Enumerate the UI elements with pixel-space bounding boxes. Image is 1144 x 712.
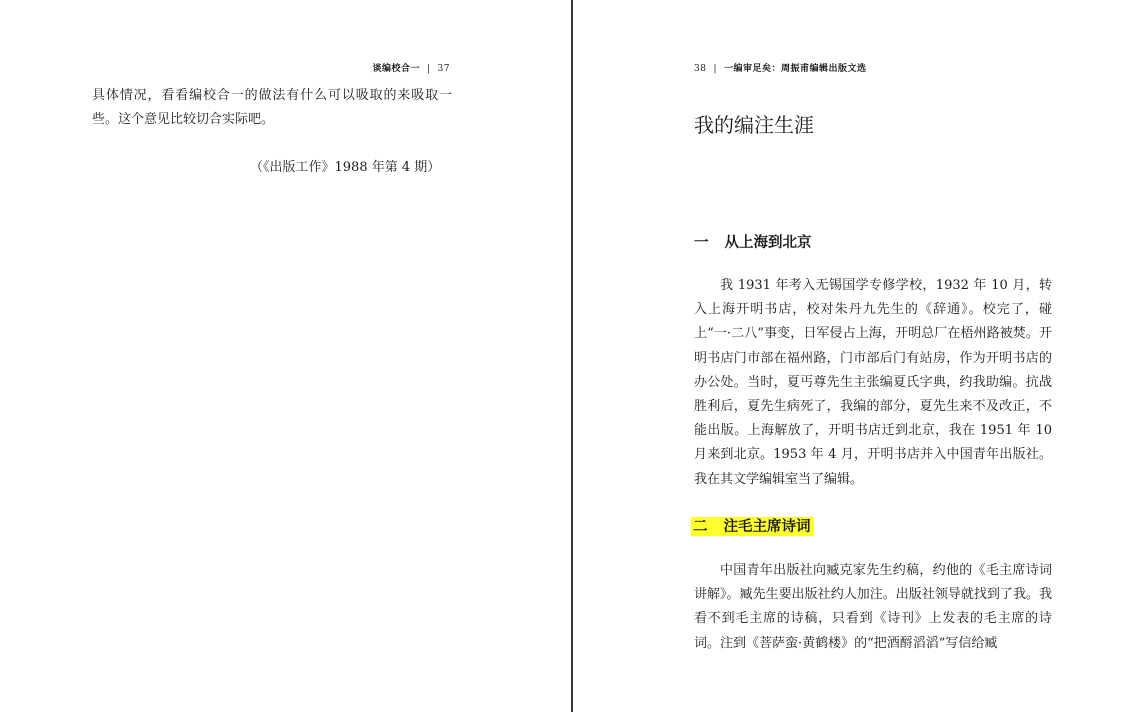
left-running-head-separator: | — [427, 64, 431, 74]
section-heading-2 — [694, 515, 814, 536]
left-running-head — [372, 61, 450, 74]
right-running-head — [694, 61, 867, 74]
section-2-paragraph: 中国青年出版社向臧克家先生约稿，约他的《毛主席诗词讲解》。臧先生要出版社约人加注。出版社领导就找到了我。我看不到毛主席的诗稿，只看到《诗刊》上发表的毛主席的诗词。注到《菩萨蛮·黄鹤楼》的“把酒酹滔滔”写信给臧 — [694, 563, 1052, 651]
section-1-paragraph: 我 1931 年考入无锡国学专修学校，1932 年 10 月，转入上海开明书店，校对朱丹九先生的《辞通》。校完了，碰上“一·二八”事变，日军侵占上海，开明总厂在梧州路被焚。开明书店门市部在福州路，门市部后门有站房，作为开明书店的办公处。当时，夏丐尊先生主张编夏氏字典，约我助编。抗战胜利后，夏先生病死了，我编的部分，夏先生来不及改正，不能出版。上海解放了，开明书店迁到北京，我在 1951 年 10 月来到北京。1953 年 4 月，开明书店并入中国青年出版社。我在其文学编辑室当了编辑。 — [694, 278, 1052, 487]
chapter-title: 我的编注生涯 — [694, 113, 814, 137]
left-body-paragraph: 具体情况，看看编校合一的做法有什么可以吸取的来吸取一些。这个意见比较切合实际吧。 — [92, 88, 452, 128]
section-title-1: 从上海到北京 — [724, 234, 812, 251]
right-running-head-title: 一编审足矣：周振甫编辑出版文选 — [724, 64, 867, 74]
source-citation: （《出版工作》1988 年第 4 期） — [250, 160, 441, 175]
section-number-2: 二 — [693, 518, 708, 535]
left-page-number: 37 — [437, 64, 450, 74]
right-running-head-separator: | — [713, 64, 717, 74]
page-gutter-divider — [571, 0, 573, 712]
section-heading-2-highlight — [691, 517, 814, 536]
right-page — [574, 0, 1144, 712]
section-title-2: 注毛主席诗词 — [723, 518, 811, 535]
left-page — [0, 0, 571, 712]
left-running-head-title: 谈编校合一 — [372, 64, 420, 74]
section-heading-1 — [694, 231, 812, 252]
section-number-1: 一 — [694, 234, 709, 251]
right-page-number: 38 — [694, 64, 707, 74]
